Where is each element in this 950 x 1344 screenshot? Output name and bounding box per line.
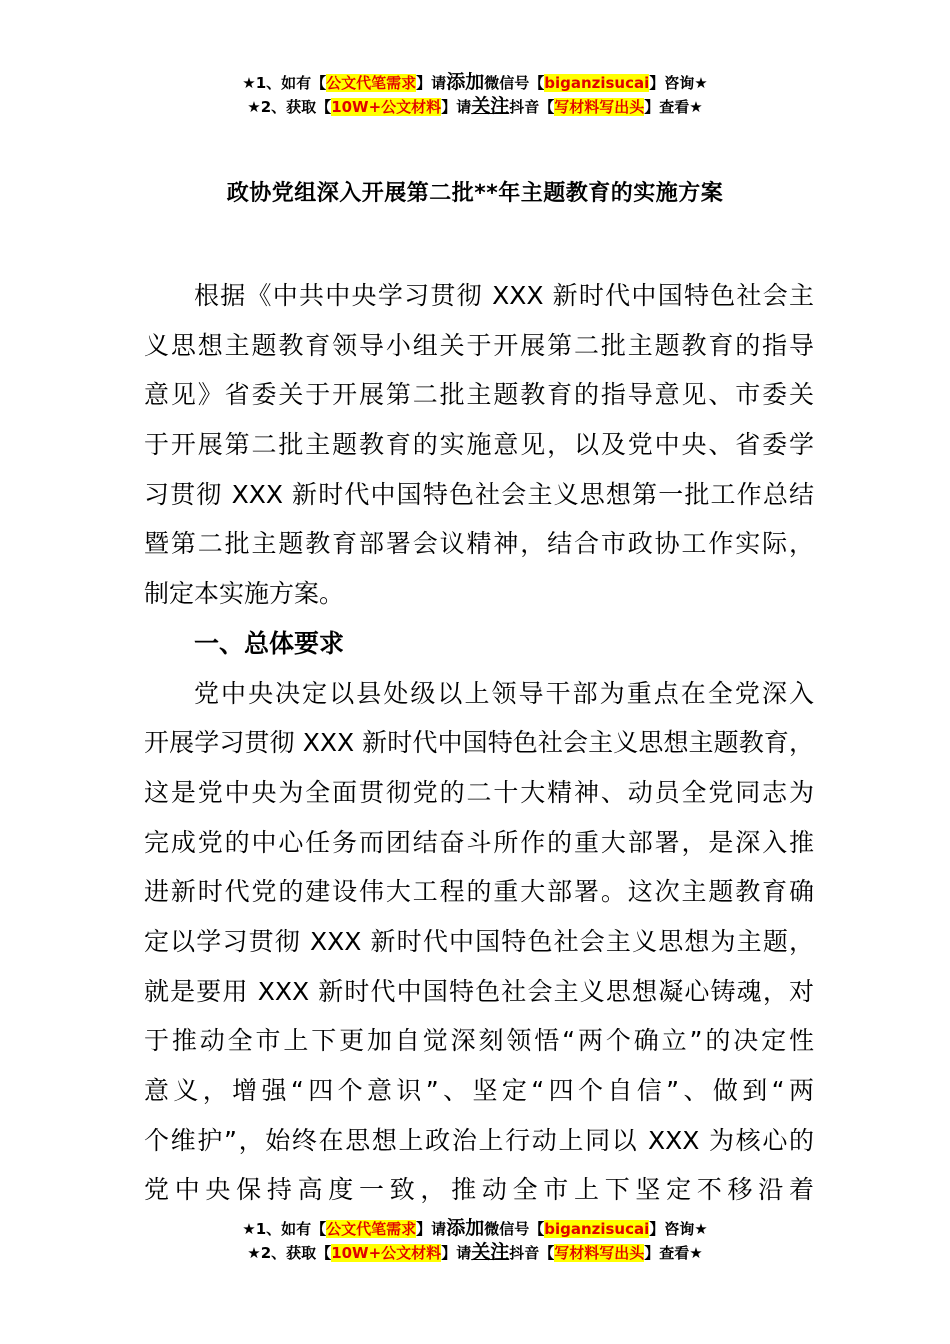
banner-text: 】咨询★ bbox=[649, 1220, 708, 1238]
banner-emphasis: 关注 bbox=[471, 95, 510, 117]
banner-text: ★2、获取【 bbox=[247, 1244, 332, 1262]
banner-douyin-name: 写材料写出头 bbox=[554, 98, 645, 116]
banner-wechat-id: biganzisucai bbox=[544, 74, 650, 92]
banner-emphasis: 关注 bbox=[471, 1241, 510, 1263]
paragraph-line: 党中央保持高度一致，推动全市上下坚定不移沿着 bbox=[144, 1175, 814, 1205]
banner-line-2 bbox=[0, 94, 950, 118]
paragraph-line: 于开展第二批主题教育的实施意见，以及党中央、省委学 bbox=[144, 430, 814, 460]
banner-highlight: 10W+公文材料 bbox=[331, 1244, 442, 1262]
paragraph-line: 意义，增强“四个意识”、坚定“四个自信”、做到“两 bbox=[144, 1076, 814, 1105]
paragraph-line: 习贯彻 XXX 新时代中国特色社会主义思想第一批工作总结 bbox=[144, 479, 814, 509]
banner-text: ★1、如有【 bbox=[242, 74, 327, 92]
paragraph-line: 于推动全市上下更加自觉深刻领悟“两个确立”的决定性 bbox=[144, 1026, 814, 1056]
banner-text: 】请 bbox=[416, 74, 447, 92]
banner-text: 】请 bbox=[441, 1244, 472, 1262]
paragraph-line: 暨第二批主题教育部署会议精神，结合市政协工作实际， bbox=[144, 529, 814, 559]
banner-text: ★1、如有【 bbox=[242, 1220, 327, 1238]
paragraph-line: 意见》省委关于开展第二批主题教育的指导意见、市委关 bbox=[144, 380, 814, 410]
paragraph-line: 开展学习贯彻 XXX 新时代中国特色社会主义思想主题教育， bbox=[144, 728, 814, 758]
banner-douyin-name: 写材料写出头 bbox=[554, 1244, 645, 1262]
banner-highlight: 公文代笔需求 bbox=[326, 74, 417, 92]
paragraph-line: 制定本实施方案。 bbox=[144, 579, 345, 609]
banner-emphasis: 添加 bbox=[446, 1217, 485, 1239]
banner-highlight: 公文代笔需求 bbox=[326, 1220, 417, 1238]
paragraph-line: 就是要用 XXX 新时代中国特色社会主义思想凝心铸魂，对 bbox=[144, 976, 814, 1006]
document-body bbox=[144, 271, 814, 1215]
banner-text: ★2、获取【 bbox=[247, 98, 332, 116]
bottom-banner bbox=[0, 1216, 950, 1264]
banner-wechat-id: biganzisucai bbox=[544, 1220, 650, 1238]
top-banner bbox=[0, 70, 950, 118]
section-heading: 一、总体要求 bbox=[194, 628, 345, 658]
banner-line-1 bbox=[0, 1216, 950, 1240]
banner-text: 】请 bbox=[441, 98, 472, 116]
banner-text: 抖音【 bbox=[509, 1244, 555, 1262]
banner-text: 微信号【 bbox=[484, 74, 545, 92]
paragraph-line: 定以学习贯彻 XXX 新时代中国特色社会主义思想为主题， bbox=[144, 926, 814, 956]
document-title: 政协党组深入开展第二批**年主题教育的实施方案 bbox=[226, 181, 724, 206]
paragraph-line: 党中央决定以县处级以上领导干部为重点在全党深入 bbox=[194, 678, 814, 708]
banner-text: 】咨询★ bbox=[649, 74, 708, 92]
paragraph-line: 完成党的中心任务而团结奋斗所作的重大部署，是深入推 bbox=[144, 827, 814, 857]
paragraph-line: 个维护”，始终在思想上政治上行动上同以 XXX 为核心的 bbox=[144, 1125, 814, 1155]
banner-text: 】查看★ bbox=[644, 1244, 703, 1262]
banner-highlight: 10W+公文材料 bbox=[331, 98, 442, 116]
paragraph-line: 这是党中央为全面贯彻党的二十大精神、动员全党同志为 bbox=[144, 777, 814, 807]
banner-text: 抖音【 bbox=[509, 98, 555, 116]
paragraph-line: 进新时代党的建设伟大工程的重大部署。这次主题教育确 bbox=[144, 877, 814, 907]
banner-text: 】查看★ bbox=[644, 98, 703, 116]
banner-emphasis: 添加 bbox=[446, 71, 485, 93]
banner-text: 微信号【 bbox=[484, 1220, 545, 1238]
paragraph-line: 根据《中共中央学习贯彻 XXX 新时代中国特色社会主 bbox=[194, 281, 814, 310]
banner-line-2 bbox=[0, 1240, 950, 1264]
banner-line-1 bbox=[0, 70, 950, 94]
banner-text: 】请 bbox=[416, 1220, 447, 1238]
paragraph-line: 义思想主题教育领导小组关于开展第二批主题教育的指导 bbox=[144, 330, 814, 360]
